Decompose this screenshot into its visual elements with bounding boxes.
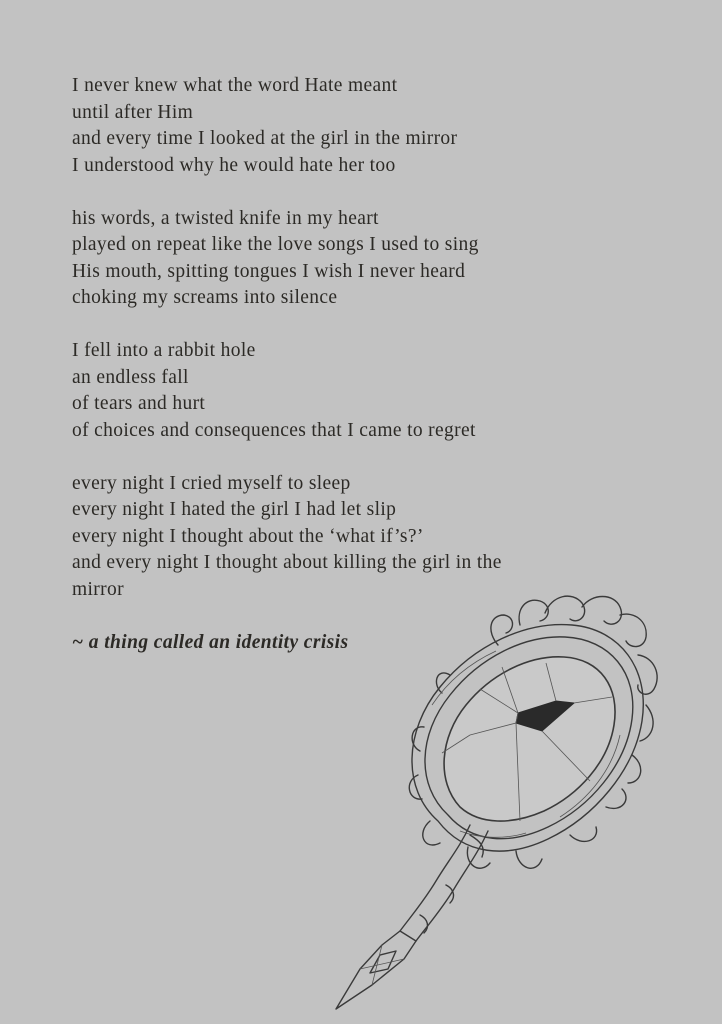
poem-line: I fell into a rabbit hole bbox=[72, 340, 256, 361]
poem-line: of choices and consequences that I came to regret bbox=[72, 419, 476, 441]
poem-line: every night I cried myself to sleep bbox=[72, 472, 351, 494]
poem-line: an endless fall bbox=[72, 366, 189, 388]
poem-line: his words, a twisted knife in my heart bbox=[72, 207, 379, 229]
stanza-2 bbox=[72, 206, 652, 312]
poem-line: I understood why he would hate her too bbox=[72, 154, 396, 176]
mirror-handle bbox=[336, 825, 488, 1009]
poem bbox=[72, 73, 652, 656]
poem-line: I never knew what the word Hate meant bbox=[72, 75, 398, 96]
poem-signature: ~ a thing called an identity crisis bbox=[72, 631, 349, 653]
poem-line: and every night I thought about killing the girl in the bbox=[72, 552, 502, 573]
poem-line: and every time I looked at the girl in the mirror bbox=[72, 128, 458, 149]
stanza-1 bbox=[72, 73, 652, 179]
poem-line: His mouth, spitting tongues I wish I never heard bbox=[72, 260, 466, 282]
poem-line: every night I hated the girl I had let slip bbox=[72, 499, 397, 520]
poem-line: played on repeat like the love songs I used to sing bbox=[72, 234, 479, 255]
poem-line: every night I thought about the ‘what if’s?’ bbox=[72, 525, 424, 547]
stanza-3 bbox=[72, 338, 652, 444]
stanza-4 bbox=[72, 471, 652, 604]
hand-mirror-icon bbox=[320, 585, 670, 1015]
mirror-glass bbox=[442, 657, 615, 821]
poem-line: of tears and hurt bbox=[72, 393, 206, 414]
poem-line: choking my screams into silence bbox=[72, 287, 338, 308]
poem-line: until after Him bbox=[72, 101, 194, 123]
poem-line: mirror bbox=[72, 578, 124, 600]
